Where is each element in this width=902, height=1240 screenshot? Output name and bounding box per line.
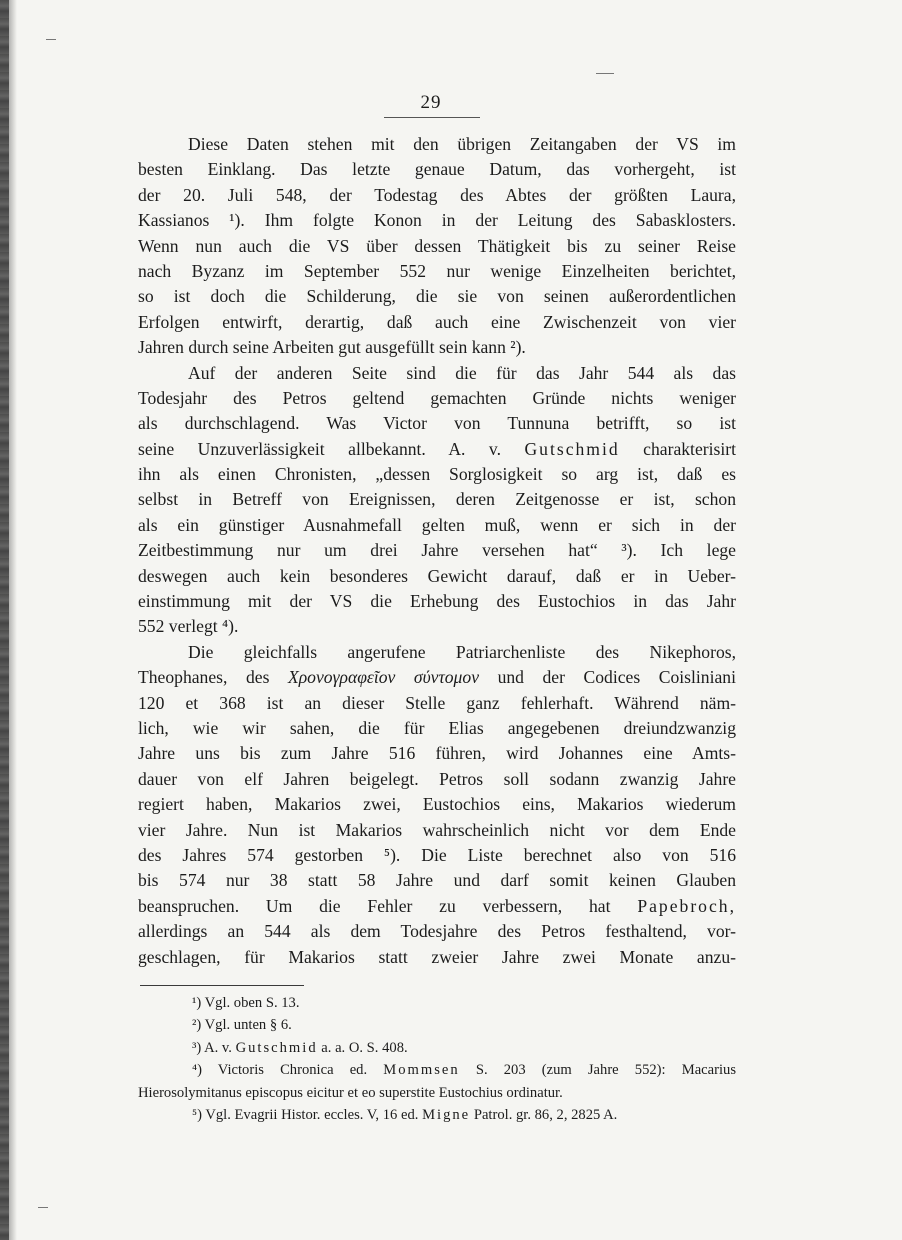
author-name: Mommsen: [383, 1062, 460, 1079]
text-line: einstimmung mit der VS die Erhebung des Eustochios in das Jahr: [138, 591, 736, 612]
text-line: vier Jahre. Nun ist Makarios wahrscheinlich nicht vor dem Ende: [138, 819, 736, 840]
footnote: [138, 1037, 736, 1059]
footnote: ¹) Vgl. oben S. 13.: [192, 995, 300, 1011]
text-line: lich, wie wir sahen, die für Elias angegebenen dreiundzwanzig: [138, 717, 736, 738]
footnotes: [138, 992, 736, 1126]
footnote: [138, 1104, 736, 1126]
author-name: Gutschmid: [524, 438, 620, 459]
text-line: 552 verlegt ⁴).: [138, 616, 239, 637]
text-line: regiert haben, Makarios zwei, Eustochios eins, Makarios wiederum: [138, 794, 736, 815]
binding-shadow: [9, 0, 17, 1240]
text-line: deswegen auch kein besonderes Gewicht darauf, daß er in Ueber-: [138, 565, 736, 586]
text-run: beanspruchen. Um die Fehler zu verbessern, hat: [138, 895, 611, 916]
footnote: ²) Vgl. unten § 6.: [192, 1017, 292, 1034]
page-number: 29: [420, 92, 442, 113]
binding-edge: [0, 0, 9, 1240]
text-line: Todesjahr des Petros geltend gemachten Gründe nichts weniger: [138, 387, 736, 408]
footnote-rule: [140, 985, 304, 986]
text-line: [138, 894, 736, 919]
text-line: [138, 665, 736, 690]
text-line: Die gleichfalls angerufene Patriarchenliste des Nikephoros,: [188, 641, 736, 662]
text-run: ⁴) Victoris Chronica ed.: [192, 1062, 368, 1079]
text-line: selbst in Betreff von Ereignissen, deren Zeitgenosse er ist, schon: [138, 489, 736, 510]
text-line: so ist doch die Schilderung, die sie von seinen außerordentlichen: [138, 286, 736, 307]
text-run: Patrol. gr. 86, 2, 2825 A.: [473, 1106, 618, 1123]
text-line: Wenn nun auch die VS über dessen Thätigkeit bis zu seiner Reise: [138, 235, 736, 256]
margin-mark: [596, 73, 614, 74]
author-name: Gutschmid: [235, 1039, 318, 1056]
text-line: ihn als einen Chronisten, „dessen Sorglosigkeit so arg ist, daß es: [138, 464, 736, 485]
text-run: a. a. O. S. 408.: [321, 1039, 408, 1056]
author-name: Migne: [422, 1106, 471, 1123]
margin-mark: [38, 1207, 48, 1208]
text-line: Erfolgen entwirft, derartig, daß auch eine Zwischenzeit von vier: [138, 311, 736, 332]
text-line: als ein günstiger Ausnahmefall gelten muß, wenn er sich in der: [138, 514, 736, 535]
text-line: der 20. Juli 548, der Todestag des Abtes der größten Laura,: [138, 184, 736, 205]
text-line: als durchschlagend. Was Victor von Tunnuna betrifft, so ist: [138, 413, 736, 434]
margin-mark: [46, 39, 56, 40]
text-run: seine Unzuverlässigkeit allbekannt. A. v.: [138, 438, 501, 459]
text-line: des Jahres 574 gestorben ⁵). Die Liste berechnet also von 516: [138, 844, 736, 865]
text-run: ³) A. v.: [192, 1039, 232, 1056]
body-text: [138, 132, 736, 970]
footnote-continuation: Hierosolymitanus episcopus eicitur et eo superstite Eustochius ordinatur.: [138, 1084, 563, 1101]
text-line: Diese Daten stehen mit den übrigen Zeitangaben der VS im: [188, 134, 736, 154]
greek-title: Χρονογραφεῖον σύντομον: [287, 667, 479, 688]
text-line: bis 574 nur 38 statt 58 Jahre und darf somit keinen Glauben: [138, 870, 736, 891]
footnote: [138, 1059, 736, 1081]
text-line: Zeitbestimmung nur um drei Jahre versehen hat“ ³). Ich lege: [138, 540, 736, 561]
text-line: allerdings an 544 als dem Todesjahre des Petros festhaltend, vor-: [138, 921, 736, 942]
text-run: charakterisirt: [643, 438, 736, 459]
text-line: dauer von elf Jahren beigelegt. Petros soll sodann zwanzig Jahre: [138, 768, 736, 789]
text-line: Auf der anderen Seite sind die für das Jahr 544 als das: [188, 362, 736, 383]
text-run: Theophanes, des: [138, 667, 270, 688]
text-run: ⁵) Vgl. Evagrii Histor. eccles. V, 16 ed.: [192, 1106, 419, 1123]
text-line: besten Einklang. Das letzte genaue Datum, das vorhergeht, ist: [138, 159, 736, 180]
page-number-rule: [384, 117, 480, 118]
text-line: Jahre uns bis zum Jahre 516 führen, wird Johannes eine Amts-: [138, 743, 736, 764]
text-run: und der Codices Coisliniani: [497, 667, 736, 688]
text-line: Jahren durch seine Arbeiten gut ausgefüllt sein kann ²).: [138, 337, 526, 358]
text-run: S. 203 (zum Jahre 552): Macarius: [475, 1062, 737, 1079]
text-line: geschlagen, für Makarios statt zweier Jahre zwei Monate anzu-: [138, 946, 736, 967]
text-line: Kassianos ¹). Ihm folgte Konon in der Leitung des Sabasklosters.: [138, 210, 736, 231]
text-line: [138, 437, 736, 462]
text-line: 120 et 368 ist an dieser Stelle ganz fehlerhaft. Während näm-: [138, 692, 736, 713]
author-name: Papebroch,: [637, 895, 736, 916]
text-line: nach Byzanz im September 552 nur wenige Einzelheiten berichtet,: [138, 260, 736, 281]
